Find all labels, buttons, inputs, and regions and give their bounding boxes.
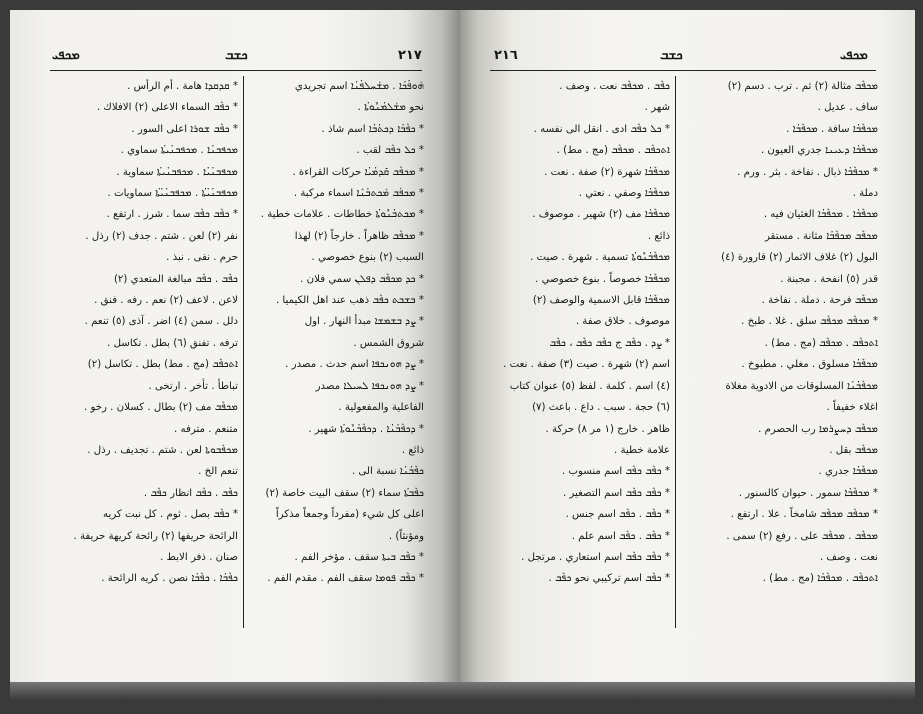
entry-line: (٦) حجة . سبب . داع . باعث (٧) [532,402,670,414]
entry-line: * ܟܠ ܟܦܶܒ لقب . [356,145,424,157]
entry-line: ܐܬܟܦܶܒ . ܡܟܦܶܒܳܐ (مج . مط) . [762,573,878,585]
entry-line: * ܡܟܦܰܒ ܡܰܟܬܒܳܢܶܐ اسماء مركبة . [293,188,424,200]
entry-line: ܡܟܦܶܒܳܢܽܘܬܳܐ تسمية . شهرة . صيت . [530,252,670,264]
entry-line: نحو ܡܫܰܠܡܳܢܽܘܬܳܐ . [357,102,424,114]
entry-line: ܐܬܟܦܶܒ (مج . مط) بطل . تكاسل (٢) [87,359,238,371]
entry-line: ܡܟܦܶܒ بقل . [829,444,878,456]
entry-line: * ܟܦܶܒ ܟܦܶܒ سما . شرز . ارتفع . [106,209,238,221]
right-page-header-rule [490,70,876,71]
entry-line: قدر (٥) انفحة . مجبنة . [780,273,878,285]
entry-line: ܡܟܦܶܒܳܐ مسلوق . مغلي . مطبوخ . [741,359,878,371]
entry-line: * ܨܕ ܒܫܡܫܐ مبدأ النهار . اول [304,316,424,328]
entry-line: نفر (٢) لعن . شتم . جدف (٢) رذل . [85,230,238,242]
entry-line: ومؤنثاً) . [388,530,424,542]
entry-line: شهر . [644,102,670,114]
entry-line: ܡܟܦܶܒܳܢܳܐ المسلوقات من الادوية مغلاة [725,380,878,392]
right-page-number: ٢١٦ [494,48,518,63]
entry-line: * ܟܦܶܒ . ܟܦܶܒ اسم علم . [571,530,670,542]
entry-line: * ܟܦܶܒ ܟܦܶܒ اسم استعاري . مرتجل . [521,551,670,563]
entry-line: ܡܟܦܶܒܳܐ وصفي . نعتي . [578,188,670,200]
entry-line: ܟܦܶܒ . ܟܦܶܒ مبالغة المتعدي (٢) [113,273,238,285]
entry-line: تنعم الخ . [198,466,238,478]
entry-line: ܡܟܦܒܢܳܐ . ܡܟܦܒܢܳܝܬܳܐ سماوي . [120,145,238,157]
left-page-number: ٢١٧ [398,48,422,63]
entry-line: اغلاء خفيفاً . [826,402,878,414]
entry-line: ܡܟܦܶܒܘܬܐ لعن . شتم . تجديف . رذل . [87,444,238,456]
entry-line: تباطأ . تأخر . ارتخى . [148,380,238,392]
entry-line: * ܟܦܶܒ ܟܦܶܒ اسم التصغير . [562,487,670,499]
right-page-header-word-center: ܟܫܒ [660,48,683,63]
entry-line: ܡܟܦܶܒܳܐ شهرة (٢) صفة . نعت . [544,166,670,178]
entry-line: لاعن . لاعف (٢) نعم . رفه . فنق . [94,295,238,307]
entry-line: * ܡܟܦܶܒ ܡܟܦܶܒ سلق . غلا . طبخ . [741,316,878,328]
right-page-header-word-right: ܡܟܦܝ [840,48,868,63]
entry-line: ܡܟܦܶܒܳܐ قابل الاسمية والوصف (٢) [532,295,670,307]
entry-line: اسم (٢) شهرة . صيت (٣) صفة . نعت . [503,359,670,371]
entry-line: * ܟܦܶܒ ܟܦܶܒ اسم منسوب . [561,466,670,478]
entry-line: ܡܟܦܒܢܳܝܳܬܳܐ . ܡܟܦܒܢܳܝܳܬܳܐ سماويات . [107,188,238,200]
entry-line: الفاعلية والمفعولية . [338,402,424,414]
entry-line: * ܡܟܦܶܒ ܡܟܦܶܒ شامخاً . علا . ارتفع . [730,509,878,521]
entry-line: * ܟܦܶܒ ܫܘܪܐ اعلى السور . [131,123,238,135]
left-page-column-left [52,76,238,636]
open-book [10,10,915,690]
book-bottom-edge [10,682,915,700]
entry-line: ذائع . [401,444,424,456]
entry-line: حرم . نفى . نبذ . [166,252,238,264]
entry-line: * ܟܦܶܒܳܐ ܕܟܬܳܒܳܐ اسم شاذ . [321,123,424,135]
left-page-header-word-center: ܟܫܒ [225,48,248,63]
entry-line: ذائع . [647,230,670,242]
left-page-header-word-left: ܡܟܦܝ [52,48,80,63]
entry-line: ܡܟܦܶܒ مف (٢) بطال . كسلان . رخو . [83,402,238,414]
entry-line: * ܟܕ ܡܟܦܶܒ ܕܦܠܢ سمي فلان . [300,273,424,285]
entry-line: * ܡܟܦܶܒܳܐ ذبال . نفاخة . بثر . ورم . [737,166,878,178]
entry-line: ܡܟܦܶܒ مثالة (٢) ثم . ترب . دسم (٢) [727,81,878,92]
entry-line: ܡܟܦܶܒܳܐ مف (٢) شهير . موصوف . [532,209,670,221]
entry-line: * ܨܕ ܗܘܢܟܦܐ اسم حدث . مصدر . [285,359,424,371]
entry-line: علامة خطية . [614,444,670,456]
entry-line: ܟܦܶܒ . ܡܟܦܶܒ نعت . وصف . [559,81,670,92]
entry-line: * ܡܟܦܶܒ ܩܺܕܡܳܝܳܐ حركات القراءة . [292,166,424,178]
entry-line: * ܡܟܦܶܒܳܐ سمور . حيوان كالسنور . [738,487,878,499]
entry-line: * ܩܕܩܕܐ هامة . أم الرأس . [127,81,238,92]
entry-line: ܐܬܟܦܶܒ . ܡܟܦܶܒ (مج . مط) . [764,337,878,349]
entry-line: متنعم . مترفه . [174,423,238,435]
entry-line: * ܕܟܦܶܒܳܢܳܐ . ܕܟܦܶܒܳܢܽܘܬܳܐ شهير . [308,423,424,435]
right-page-column-right [682,76,878,636]
right-page-column-divider [675,76,676,628]
entry-line: ܡܟܦܶܒܳܐ . ܡܟܦܶܒܳܐ الغثيان فيه . [763,209,878,221]
entry-line: ܟܦܶܒܳܐ . ܟܦܶܒܳܐ نصن . كريه الرائحة . [101,573,238,585]
entry-line: ساف . عديل . [817,102,878,114]
entry-line: ܡܟܦܶܒܳܐ ܕܥܝܢܐ جدري العيون . [760,145,878,157]
left-page-column-divider [243,76,244,628]
entry-line: ترفه . تفنق (٦) بطل . تكاسل . [107,337,238,349]
entry-line: دملة . [852,188,878,200]
entry-line: ܡܟܦܶܒܳܐ سافة . ܡܟܦܶܒܳܐ . [786,123,878,135]
entry-line: * ܟܦܶܒ بصل . ثوم . كل نبت كريه [103,509,238,521]
entry-line: صنان . ذفر الابط . [160,551,238,563]
left-page-column-right [250,76,424,636]
left-page-header-rule [50,70,422,71]
entry-line: نعت . وصف . [819,551,878,563]
entry-line: * ܡܟܬܒܳܢܽܘܬܳܐ خطاطات . علامات خطية . [260,209,424,221]
entry-line: ܡܟܦܶܒ ܕܚܨܪܡܐ رب الحصرم . [758,423,878,435]
entry-line: * ܟܠ ܟܦܶܒ ادى . انقل الى نفسه . [533,123,670,135]
entry-line: ܟܦܶܒ . ܟܦܶܒ انظار ܟܦܶܒ . [143,487,238,499]
entry-line: ܡܟܦܶܒ فرحة . دملة . نفاخة . [761,295,878,307]
entry-line: ܡܟܦܶܒ . ܡܟܦܶܒ على . رفع (٢) سمى . [726,530,878,542]
entry-line: موصوف . خلاق صفة . [575,316,670,328]
entry-line: ܡܟܦܶܒܳܐ جدري . [818,466,878,478]
entry-line: (٤) اسم . كلمة . لفظ (٥) عنوان كتاب [509,380,670,392]
left-page [10,10,460,682]
entry-line: ܟܦܶܒܳܢܳܐ نسبة الى . [351,466,424,478]
entry-line: شروق الشمس . [353,337,424,349]
entry-line: * ܡܟܦܶܒ ظاهراً . خارجاً (٢) لهذا [294,230,424,242]
entry-line: دلل . سمن (٤) اضر . آذى (٥) تنعم . [84,316,238,328]
entry-line: * ܟܦܶܒ . ܟܦܶܒ اسم جنس . [565,509,670,521]
entry-line: * ܟܦܶܒ السماء الاعلى (٢) الافلاك . [96,102,238,114]
entry-line: ܡܟܦܶܒ ܡܟܦܶܒܳܐ مثانة . مستقر [764,230,878,242]
entry-line: الرائحة حريفها (٢) رائحة كريهة حريفة . [73,530,238,542]
entry-line: ܡܟܦܶܒܳܐ خصوصاً . بنوع خصوصي . [535,273,670,285]
right-page-column-left [492,76,670,636]
entry-line: السبب (٢) بنوع خصوصي . [311,252,424,264]
entry-line: * ܒܫܒܬ ܟܦܶܒ ذهب عند اهل الكيميا . [275,295,424,307]
right-page [460,10,915,682]
entry-line: ܗܰܘܦܳܟܳܐ . ܡܫܰܚܠܦܳܢܳܐ اسم تجريدي [294,81,424,92]
entry-line: * ܨܕ ܗܘܢܟܦܐ ܠܚܝܠܐ مصدر [315,380,424,392]
entry-line: ܐܬܟܦܶܒ . ܡܟܦܶܒ (مج . مط) . [556,145,670,157]
entry-line: * ܟܦܶܒ ܦܘܡܐ سقف الفم . مقدم الفم . [267,573,424,585]
entry-line: ܡܟܦܒܢܳܝܳܐ . ܡܟܦܒܢܳܝܬܳܐ سماوية . [116,166,238,178]
entry-line: * ܟܦܶܒ اسم تركيبي نحو ܟܦܶܒ . [548,573,670,585]
entry-line: البول (٢) غلاف الاثمار (٢) قارورة (٤) [721,252,878,264]
entry-line: * ܟܦܶܒ ܒܝܬܐ سقف . مؤخر الفم . [294,551,424,563]
entry-line: ظاهر . خارج (١ مر ٨) حركة . [545,423,670,435]
entry-line: * ܨܕ . ܟܦܶܒ ج ܟܦܶܒ ܟܦܶܒ ، ܟܦܶܒ [549,337,670,349]
entry-line: اعلى كل شيء (مفرداً وجمعاً مذكراً [275,509,424,521]
entry-line: ܟܦܶܒܬܳܐ سماء (٢) سقف البيت خاصة (٢) [265,487,424,499]
